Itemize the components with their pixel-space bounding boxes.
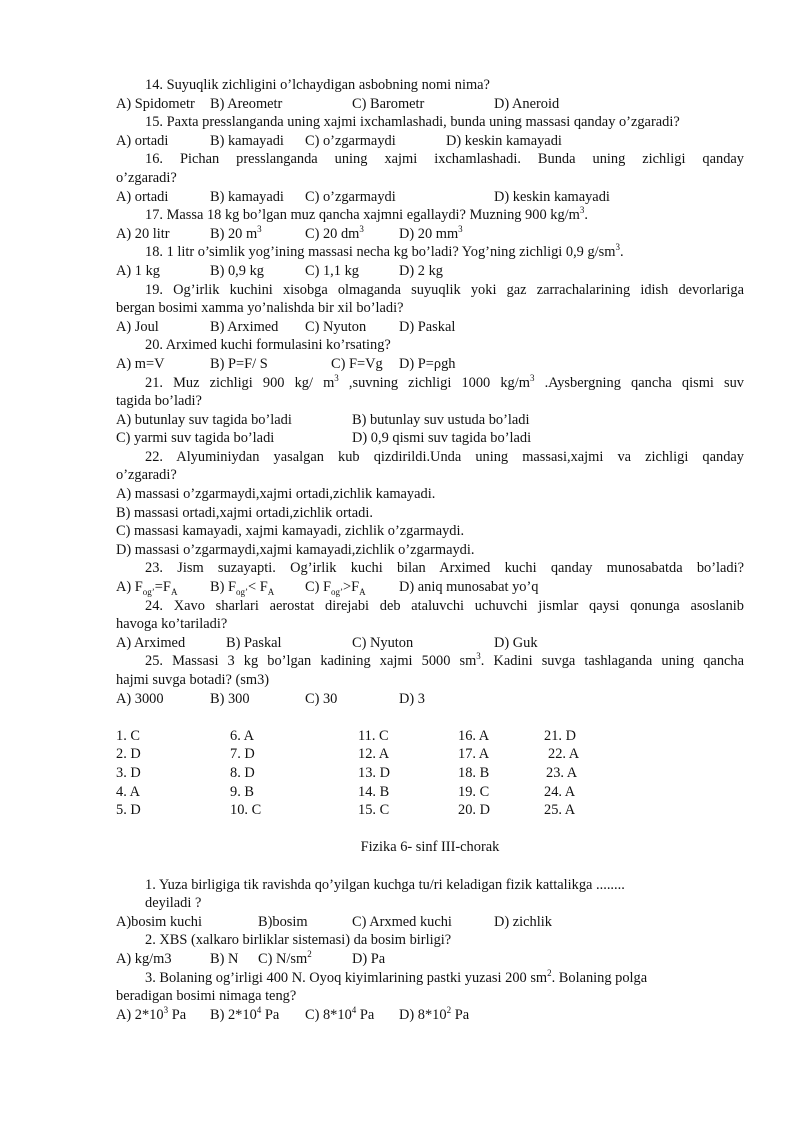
answer-row (116, 745, 744, 764)
question-25 (116, 652, 744, 671)
options-21-cd (116, 429, 744, 448)
option-text: B) massasi ortadi,xajmi ortadi,zichlik ortadi. (116, 504, 373, 521)
option-b: B) kamayadi (210, 132, 284, 149)
option-c: C) Nyuton (305, 318, 367, 335)
option-b: B)bosim (258, 913, 308, 930)
question-22 (116, 448, 744, 467)
question-15 (116, 113, 744, 132)
question-text: 15. Paxta presslanganda uning xajmi ixchamlashadi, bunda uning massasi qanday o’zgaradi? (145, 114, 680, 131)
options-19 (116, 318, 744, 337)
option-c (116, 522, 744, 541)
question-text (145, 967, 648, 986)
option-a: A) Joul (116, 318, 159, 335)
option-c: C) Nyuton (352, 634, 414, 651)
question-16 (116, 150, 744, 169)
option-a: A) ortadi (116, 132, 169, 149)
option-b: B) 300 (210, 690, 250, 707)
question-21 (116, 374, 744, 393)
option-d: D) zichlik (494, 913, 552, 930)
question-24-cont (116, 615, 744, 634)
answer-cell: 1. C (116, 727, 140, 744)
answer-cell: 20. D (458, 802, 490, 819)
unit: Pa (264, 1006, 280, 1023)
answer-cell: 15. C (358, 802, 390, 819)
answer-cell: 17. A (458, 746, 490, 763)
answer-row (116, 727, 744, 746)
option-text: D) 8*10 (399, 1006, 447, 1023)
answer-cell: 3. D (116, 764, 141, 781)
superscript: 3 (359, 223, 364, 234)
part2-question-1-cont (116, 894, 744, 913)
subscript: A (267, 586, 275, 597)
answer-key (116, 727, 744, 820)
option-d (116, 541, 744, 560)
option-d: D) Pa (352, 950, 386, 967)
option-a: A) butunlay suv tagida bo’ladi (116, 411, 292, 428)
relation: = (154, 579, 163, 596)
option-d: D) 0,9 qismi suv tagida bo’ladi (352, 430, 532, 447)
part2-question-2 (116, 931, 744, 950)
question-text: 22. Alyuminiydan yasalgan kub qizdirildi.Unda uning massasi,xajmi va zichligi qanday (145, 448, 744, 465)
option-b: B) $F_{og’}< F_A$ (210, 579, 275, 597)
superscript: 3 (579, 205, 585, 216)
question-18 (116, 243, 744, 262)
answer-row (116, 801, 744, 820)
question-14 (116, 76, 744, 95)
option-d: D) 3 (399, 690, 425, 707)
section-title (116, 838, 744, 857)
option-c (305, 225, 364, 244)
option-c (258, 950, 312, 969)
option-d: D) keskin kamayadi (446, 132, 562, 149)
option-c: C) 30 (305, 690, 338, 707)
option-b: B) Arximed (210, 318, 279, 335)
text-part: . Kadini suvga tashlaganda uning qancha (480, 653, 744, 670)
option-text: B) F (210, 579, 236, 596)
option-d (399, 1006, 469, 1025)
question-text (145, 372, 744, 391)
question-text: 23. Jism suzayapti. Og’irlik kuchi bilan Arximed kuchi qanday munosabatda bo’ladi? (145, 560, 744, 577)
subscript: A (170, 586, 178, 597)
options-24 (116, 634, 744, 653)
question-text: 19. Og’irlik kuchini xisobga olmaganda suyuqlik yoki gaz zarrachalarining idish devorlariga (145, 281, 744, 298)
text-part: 3. Bolaning og’irligi 400 N. Oyoq kiyimlarining pastki yuzasi 200 sm (145, 969, 548, 986)
subscript: og’ (331, 586, 343, 597)
option-b: B) Areometr (210, 95, 283, 112)
option-a: A) 3000 (116, 690, 164, 707)
option-d: D) P=ρgh (399, 355, 456, 372)
question-23 (116, 559, 744, 578)
unit: Pa (171, 1006, 187, 1023)
option-a: A) m=V (116, 355, 165, 372)
option-a: A) Spidometr (116, 95, 195, 112)
question-text: 1. Yuza birligiga tik ravishda qo’yilgan kuchga tu/ri keladigan fizik kattalikga ........ (145, 876, 625, 893)
question-text: 16. Pichan presslanganda uning xajmi ixchamlashadi. Bunda uning zichligi qanday (145, 151, 744, 168)
option-d: D) 2 kg (399, 262, 443, 279)
text-part: 21. Muz zichligi 900 kg/ m (145, 374, 335, 391)
option-c: C) o’zgarmaydi (305, 132, 396, 149)
option-text: D) massasi o’zgarmaydi,xajmi kamayadi,zichlik o’zgarmaydi. (116, 541, 475, 558)
subscript: og’ (142, 586, 155, 597)
answer-cell: 9. B (230, 783, 254, 800)
answer-cell: 16. A (458, 727, 490, 744)
part2-question-3-cont (116, 987, 744, 1006)
option-d: D) aniq munosabat yo’q (399, 579, 539, 596)
answer-cell: 23. A (546, 764, 578, 781)
superscript: 3 (476, 651, 481, 662)
question-text: 20. Arximed kuchi formulasini ko’rsating? (145, 337, 391, 354)
punctuation: . (619, 244, 624, 261)
question-text: bergan bosimi xamma yo’nalishda bir xil bo’ladi? (116, 300, 404, 317)
answer-cell: 11. C (358, 727, 389, 744)
option-text: A) massasi o’zgarmaydi,xajmi ortadi,zichlik kamayadi. (116, 486, 436, 503)
question-text: 18. 1 litr o’simlik yog’ining massasi necha kg bo’ladi? Yog’ning zichligi 0,9 g/sm (145, 244, 616, 261)
answer-cell: 13. D (358, 764, 390, 781)
part2-options-3 (116, 1006, 744, 1025)
superscript: 3 (458, 223, 463, 234)
question-text: o’zgaradi? (116, 169, 177, 186)
question-text: 24. Xavo sharlari aerostat direjabi deb ataluvchi uchuvchi jismlar qaysi qonunga asoslanib (145, 597, 744, 614)
options-25 (116, 690, 744, 709)
answer-cell: 7. D (230, 746, 255, 763)
answer-cell: 22. A (548, 746, 580, 763)
option-b: B) kamayadi (210, 188, 284, 205)
answer-cell: 21. D (544, 727, 576, 744)
option-b: B) Paskal (226, 634, 282, 651)
question-text: hajmi suvga botadi? (sm3) (116, 672, 270, 688)
options-23 (116, 578, 744, 597)
option-a: A) $F_{og’}=F_A$ (116, 579, 178, 597)
question-text: deyiladi ? (145, 895, 202, 912)
option-b (210, 225, 262, 244)
option-d: D) Paskal (399, 318, 456, 335)
answer-row (116, 783, 744, 802)
subscript: og’ (236, 586, 248, 597)
option-b: B) butunlay suv ustuda bo’ladi (352, 411, 530, 428)
question-text: beradigan bosimi nimaga teng? (116, 988, 297, 1005)
option-c: C) yarmi suv tagida bo’ladi (116, 430, 275, 447)
question-21-cont (116, 392, 744, 411)
answer-cell: 19. C (458, 783, 490, 800)
option-a: A) 1 kg (116, 262, 160, 279)
superscript: 3 (163, 1004, 169, 1015)
option-text: D) 20 mm (399, 225, 459, 242)
answer-cell: 2. D (116, 746, 141, 763)
superscript: 3 (615, 242, 620, 253)
option-c (305, 1006, 374, 1025)
option-text: C) 20 dm (305, 225, 360, 242)
unit: Pa (454, 1006, 470, 1023)
option-d: D) Aneroid (494, 95, 560, 112)
part2-options-1 (116, 913, 744, 932)
question-text: 14. Suyuqlik zichligini o’lchaydigan asbobning nomi nima? (145, 77, 490, 93)
document-page (116, 76, 744, 1024)
option-text: C) 8*10 (305, 1006, 352, 1023)
option-c: C) Arxmed kuchi (352, 913, 452, 930)
option-d (399, 225, 463, 244)
spacer (116, 708, 744, 727)
option-b: B) 0,9 kg (210, 262, 264, 279)
question-17 (116, 206, 744, 225)
option-b: B) N (210, 950, 239, 967)
options-15 (116, 132, 744, 151)
superscript: 4 (256, 1004, 262, 1015)
part2-question-1 (116, 876, 744, 895)
spacer (116, 820, 744, 839)
option-c: C) Barometr (352, 95, 425, 112)
option-text: A) F (116, 579, 143, 596)
option-b (210, 1006, 279, 1025)
question-text: havoga ko’tariladi? (116, 616, 228, 633)
superscript: 4 (351, 1004, 357, 1015)
text-part: ,suvning zichligi 1000 kg/m (338, 374, 530, 391)
superscript: 2 (547, 967, 552, 978)
option-b (116, 504, 744, 523)
question-text: tagida bo’ladi? (116, 393, 202, 410)
subscript: A (359, 586, 366, 597)
question-text: 17. Massa 18 kg bo’lgan muz qancha xajmni egallaydi? Muzning 900 kg/m (145, 207, 580, 224)
option-text: B) 2*10 (210, 1006, 257, 1023)
option-text: C) massasi kamayadi, xajmi kamayadi, zichlik o’zgarmaydi. (116, 523, 465, 540)
option-a: A) ortadi (116, 188, 169, 205)
answer-cell: 12. A (358, 746, 390, 763)
answer-cell: 18. B (458, 764, 490, 781)
answer-cell: 14. B (358, 783, 390, 800)
question-20 (116, 336, 744, 355)
options-14 (116, 95, 744, 114)
answer-cell: 25. A (544, 802, 576, 819)
question-22-cont (116, 466, 744, 485)
options-21-ab (116, 411, 744, 430)
text-part: 25. Massasi 3 kg bo’lgan kadining xajmi 5000 sm (145, 653, 477, 670)
punctuation: . (584, 207, 588, 224)
answer-cell: 24. A (544, 783, 576, 800)
superscript: 3 (529, 372, 535, 383)
option-text: A) 2*10 (116, 1006, 164, 1023)
superscript: 2 (446, 1004, 452, 1015)
option-c: C) F=Vg (331, 355, 383, 372)
options-18 (116, 262, 744, 281)
text-part: . Bolaning polga (551, 969, 648, 986)
option-a (116, 1006, 186, 1025)
option-text: B) 20 m (210, 225, 258, 242)
question-text: o’zgaradi? (116, 467, 177, 484)
relation: < (248, 579, 260, 596)
question-19 (116, 281, 744, 300)
part2-options-2 (116, 950, 744, 969)
spacer (116, 857, 744, 876)
superscript: 3 (334, 372, 339, 383)
option-a: A)bosim kuchi (116, 913, 202, 930)
question-24 (116, 597, 744, 616)
option-d: D) Guk (494, 634, 538, 651)
option-c: C) $F_{og’}>F_A$ (305, 579, 366, 597)
answer-cell: 8. D (230, 764, 255, 781)
superscript: 3 (257, 223, 262, 234)
question-text: 2. XBS (xalkaro birliklar sistemasi) da bosim birligi? (145, 932, 452, 949)
option-b: B) P=F/ S (210, 355, 268, 372)
answer-row (116, 764, 744, 783)
answer-cell: 5. D (116, 802, 141, 819)
answer-cell: 10. C (230, 802, 262, 819)
option-text: C) N/sm (258, 950, 308, 967)
question-16-cont (116, 169, 744, 188)
option-c: C) 1,1 kg (305, 262, 359, 279)
answer-cell: 6. A (230, 727, 254, 744)
options-17 (116, 225, 744, 244)
section-title-text: Fizika 6- sinf III-chorak (360, 839, 500, 856)
option-a (116, 485, 744, 504)
text-part: .Aysbergning qancha qismi suv (534, 374, 744, 391)
unit: Pa (359, 1006, 375, 1023)
option-a: A) 20 litr (116, 225, 170, 242)
options-16 (116, 188, 744, 207)
option-c: C) o’zgarmaydi (305, 188, 396, 205)
option-text: C) F (305, 579, 331, 596)
question-25-cont (116, 671, 744, 690)
options-20 (116, 355, 744, 374)
relation: > (343, 579, 352, 596)
question-19-cont (116, 299, 744, 318)
option-d: D) keskin kamayadi (494, 188, 610, 205)
superscript: 2 (307, 949, 312, 960)
question-text (145, 653, 744, 669)
answer-cell: 4. A (116, 783, 140, 800)
option-a: A) kg/m3 (116, 950, 172, 967)
part2-question-3 (116, 969, 744, 988)
option-a: A) Arximed (116, 634, 186, 651)
